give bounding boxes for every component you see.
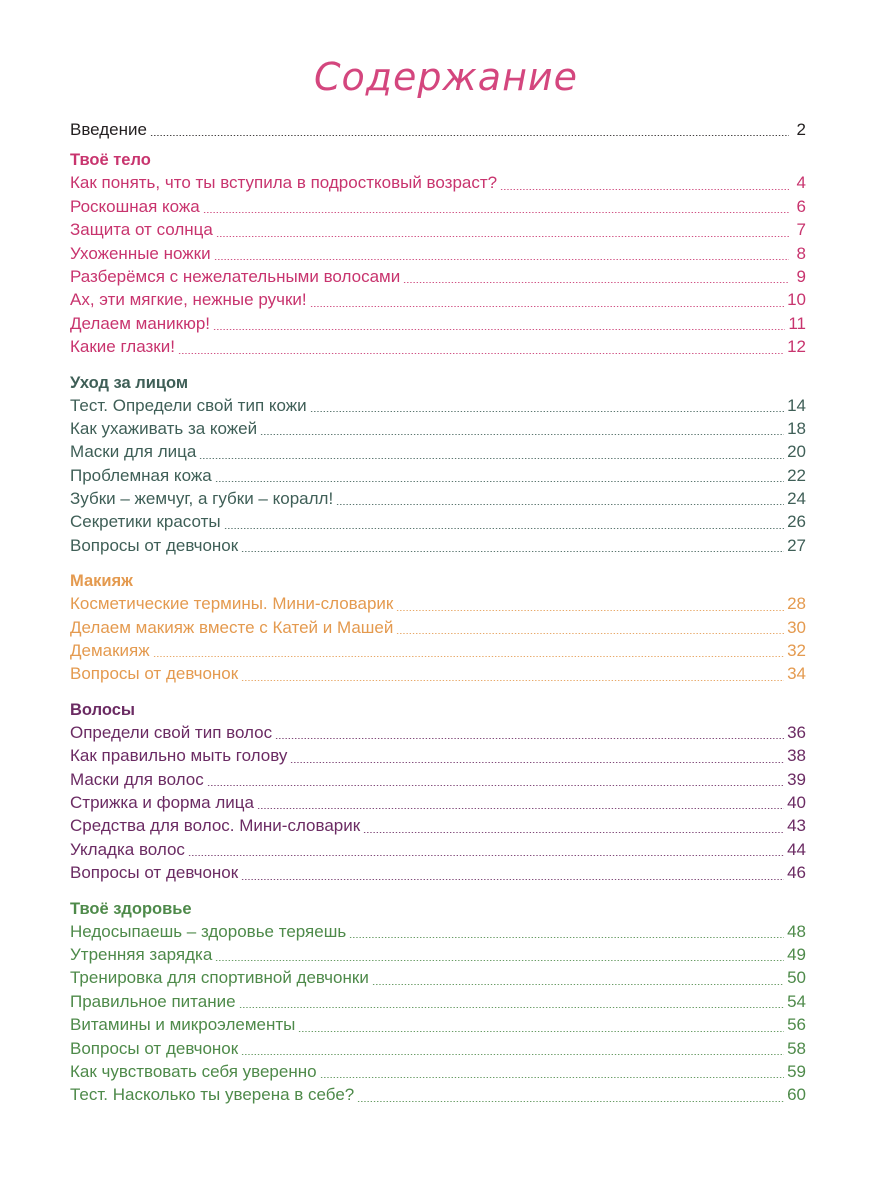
toc-entry[interactable] xyxy=(70,616,806,639)
toc-entry-label: Витамины и микроэлементы xyxy=(70,1015,296,1035)
toc-entry[interactable] xyxy=(70,265,806,288)
toc-entry-page: 28 xyxy=(787,594,806,614)
toc-entry-label: Утренняя зарядка xyxy=(70,944,213,964)
toc-entry[interactable] xyxy=(70,1037,806,1060)
toc-entry-page: 12 xyxy=(787,337,806,357)
toc-entry[interactable] xyxy=(70,417,806,440)
toc-sections xyxy=(70,149,806,1106)
toc-entry-page: 39 xyxy=(787,769,806,789)
toc-entry-page: 34 xyxy=(787,664,806,684)
dot-leader xyxy=(349,937,784,938)
toc-entry-page: 54 xyxy=(787,991,806,1011)
toc-entry-page: 58 xyxy=(787,1038,806,1058)
dot-leader xyxy=(275,738,784,739)
toc-entry-label: Определи свой тип волос xyxy=(70,722,273,742)
toc-entry-label: Делаем маникюр! xyxy=(70,313,211,333)
toc-entry-label: Разберёмся с нежелательными волосами xyxy=(70,266,401,286)
page-title: Содержание xyxy=(314,55,578,99)
toc-entry[interactable] xyxy=(70,335,806,358)
toc-entry[interactable] xyxy=(70,440,806,463)
dot-leader xyxy=(214,259,789,260)
toc-entry-page: 2 xyxy=(796,120,806,139)
toc-entry-page: 24 xyxy=(787,489,806,509)
table-of-contents xyxy=(70,118,806,1120)
toc-entry[interactable] xyxy=(70,288,806,311)
toc-entry-page: 27 xyxy=(787,535,806,555)
toc-entry-label: Недосыпаешь – здоровье теряешь xyxy=(70,921,347,941)
toc-entry-page: 43 xyxy=(787,816,806,836)
toc-section xyxy=(70,898,806,1107)
section-heading: Уход за лицом xyxy=(70,373,189,392)
dot-leader xyxy=(290,762,784,763)
toc-entry-page: 10 xyxy=(787,290,806,310)
dot-leader xyxy=(215,481,784,482)
toc-entry-page: 18 xyxy=(787,418,806,438)
toc-entry-label: Правильное питание xyxy=(70,991,236,1011)
toc-entry[interactable] xyxy=(70,218,806,241)
dot-leader xyxy=(257,808,784,809)
toc-entry-label: Стрижка и форма лица xyxy=(70,792,254,812)
toc-entry[interactable] xyxy=(70,1083,806,1106)
toc-entry[interactable] xyxy=(70,639,806,662)
dot-leader xyxy=(310,306,784,307)
toc-entry-label: Какие глазки! xyxy=(70,337,175,357)
toc-entry-label: Защита от солнца xyxy=(70,220,213,240)
toc-entry-label: Как ухаживать за кожей xyxy=(70,418,258,438)
toc-section xyxy=(70,149,806,358)
toc-entry-label: Вопросы от девчонок xyxy=(70,664,239,684)
dot-leader xyxy=(372,984,784,985)
toc-entry[interactable] xyxy=(70,242,806,265)
toc-entry-label: Как правильно мыть голову xyxy=(70,746,288,766)
toc-entry-page: 44 xyxy=(787,839,806,859)
toc-entry[interactable] xyxy=(70,721,806,744)
toc-entry[interactable] xyxy=(70,943,806,966)
toc-section xyxy=(70,372,806,558)
dot-leader xyxy=(396,610,784,611)
toc-section xyxy=(70,699,806,885)
toc-entry-page: 26 xyxy=(787,512,806,532)
toc-entry-page: 30 xyxy=(787,617,806,637)
toc-entry[interactable] xyxy=(70,920,806,943)
toc-entry-label: Как понять, что ты вступила в подростковый возраст? xyxy=(70,173,498,193)
section-heading: Макияж xyxy=(70,572,133,591)
toc-entry[interactable] xyxy=(70,662,806,685)
toc-entry-label: Вопросы от девчонок xyxy=(70,863,239,883)
toc-entry-page: 20 xyxy=(787,442,806,462)
toc-entry-page: 56 xyxy=(787,1015,806,1035)
dot-leader xyxy=(403,282,789,283)
toc-entry[interactable] xyxy=(70,534,806,557)
toc-entry-label: Демакияж xyxy=(70,641,150,661)
toc-entry-page: 49 xyxy=(787,944,806,964)
dot-leader xyxy=(153,656,784,657)
toc-entry[interactable] xyxy=(70,966,806,989)
toc-entry-page: 32 xyxy=(787,641,806,661)
toc-entry-label: Проблемная кожа xyxy=(70,465,212,485)
toc-entry[interactable] xyxy=(70,312,806,335)
toc-entry[interactable] xyxy=(70,510,806,533)
toc-entry[interactable] xyxy=(70,814,806,837)
dot-leader xyxy=(310,411,784,412)
toc-entry-label: Секретики красоты xyxy=(70,512,221,532)
dot-leader xyxy=(239,1007,785,1008)
toc-entry-label: Роскошная кожа xyxy=(70,196,200,216)
toc-entry-label: Делаем макияж вместе с Катей и Машей xyxy=(70,617,394,637)
toc-entry-label: Зубки – жемчуг, а губки – коралл! xyxy=(70,489,334,509)
toc-entry-label: Введение xyxy=(70,120,147,139)
dot-leader xyxy=(216,236,789,237)
toc-entry-page: 9 xyxy=(796,266,806,286)
toc-entry-page: 60 xyxy=(787,1085,806,1105)
toc-entry[interactable] xyxy=(70,394,806,417)
toc-entry-label: Маски для волос xyxy=(70,769,204,789)
toc-section xyxy=(70,570,806,686)
dot-leader xyxy=(298,1031,784,1032)
toc-entry[interactable] xyxy=(70,990,806,1013)
toc-entry-page: 4 xyxy=(796,173,806,193)
toc-entry[interactable] xyxy=(70,464,806,487)
dot-leader xyxy=(178,353,784,354)
dot-leader xyxy=(188,855,784,856)
toc-entry[interactable] xyxy=(70,592,806,615)
toc-entry-intro[interactable] xyxy=(70,118,806,141)
dot-leader xyxy=(215,960,784,961)
dot-leader xyxy=(260,434,784,435)
toc-entry-label: Вопросы от девчонок xyxy=(70,535,239,555)
toc-entry[interactable] xyxy=(70,861,806,884)
dot-leader xyxy=(336,504,784,505)
section-heading: Твоё тело xyxy=(70,151,151,170)
dot-leader xyxy=(207,785,784,786)
dot-leader xyxy=(199,458,784,459)
toc-entry[interactable] xyxy=(70,744,806,767)
toc-entry-page: 8 xyxy=(796,243,806,263)
toc-entry-page: 40 xyxy=(787,792,806,812)
dot-leader xyxy=(357,1101,784,1102)
dot-leader xyxy=(213,329,785,330)
dot-leader xyxy=(241,680,784,681)
toc-entry[interactable] xyxy=(70,171,806,194)
dot-leader xyxy=(320,1077,785,1078)
toc-entry-page: 7 xyxy=(796,220,806,240)
toc-entry-page: 38 xyxy=(787,746,806,766)
toc-entry-page: 59 xyxy=(787,1061,806,1081)
dot-leader xyxy=(241,551,784,552)
toc-entry-page: 11 xyxy=(788,313,806,333)
dot-leader xyxy=(396,633,784,634)
toc-entry[interactable] xyxy=(70,791,806,814)
dot-leader xyxy=(150,135,789,136)
toc-entry-page: 48 xyxy=(787,921,806,941)
dot-leader xyxy=(203,212,789,213)
section-heading: Твоё здоровье xyxy=(70,899,192,918)
toc-entry-label: Ухоженные ножки xyxy=(70,243,211,263)
dot-leader xyxy=(241,879,784,880)
dot-leader xyxy=(241,1054,784,1055)
toc-entry-label: Средства для волос. Мини-словарик xyxy=(70,816,361,836)
dot-leader xyxy=(224,528,785,529)
toc-entry-page: 22 xyxy=(787,465,806,485)
toc-entry[interactable] xyxy=(70,1060,806,1083)
toc-entry-page: 50 xyxy=(787,968,806,988)
toc-entry-label: Тренировка для спортивной девчонки xyxy=(70,968,369,988)
toc-entry-label: Тест. Насколько ты уверена в себе? xyxy=(70,1085,355,1105)
toc-entry-page: 46 xyxy=(787,863,806,883)
section-heading: Волосы xyxy=(70,700,135,719)
toc-entry[interactable] xyxy=(70,1013,806,1036)
toc-entry-label: Как чувствовать себя уверенно xyxy=(70,1061,317,1081)
dot-leader xyxy=(500,189,789,190)
toc-entry-label: Ах, эти мягкие, нежные ручки! xyxy=(70,290,307,310)
toc-entry-label: Вопросы от девчонок xyxy=(70,1038,239,1058)
toc-entry-page: 36 xyxy=(787,722,806,742)
toc-entry-page: 6 xyxy=(796,196,806,216)
toc-entry-label: Укладка волос xyxy=(70,839,185,859)
toc-entry[interactable] xyxy=(70,838,806,861)
dot-leader xyxy=(363,832,784,833)
toc-entry[interactable] xyxy=(70,768,806,791)
toc-entry-label: Тест. Определи свой тип кожи xyxy=(70,395,307,415)
toc-entry[interactable] xyxy=(70,195,806,218)
toc-entry-label: Маски для лица xyxy=(70,442,197,462)
toc-entry-page: 14 xyxy=(787,395,806,415)
toc-entry[interactable] xyxy=(70,487,806,510)
toc-entry-label: Косметические термины. Мини-словарик xyxy=(70,594,394,614)
